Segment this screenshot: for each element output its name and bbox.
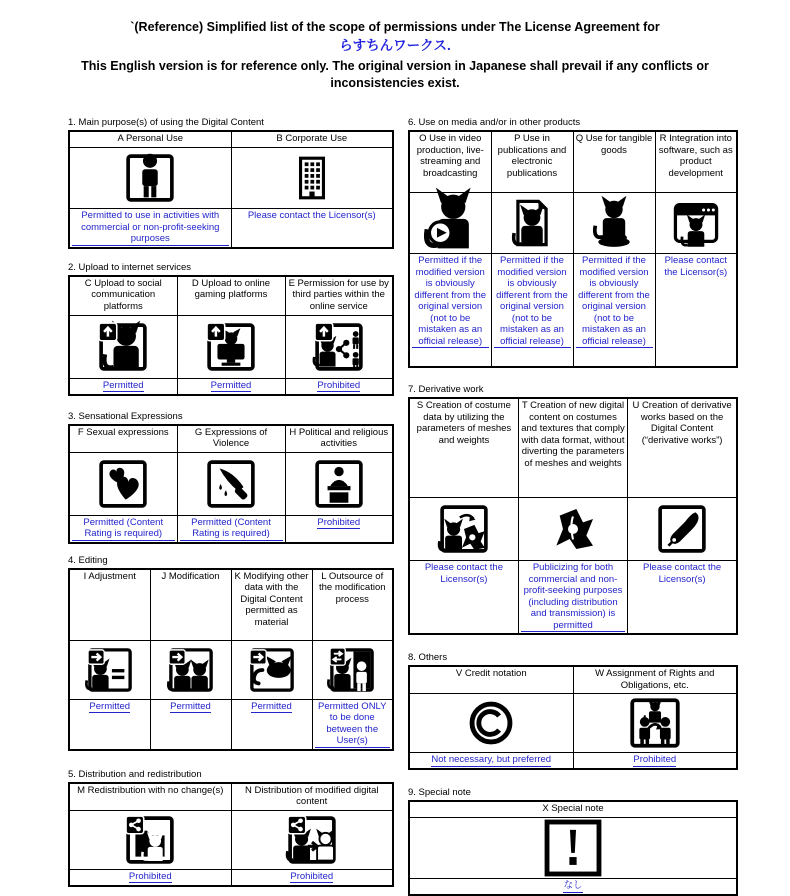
- cell-result-f: [69, 515, 177, 543]
- cell-icon-k: [231, 640, 312, 699]
- building-icon: [287, 153, 337, 203]
- pen-nib-icon: [657, 504, 707, 554]
- cell-icon-v: [409, 694, 573, 753]
- document-disclaimer: This English version is for reference only. The original version in Japanese shall prevail if any conflicts or inconsistencies exist.: [81, 59, 709, 90]
- result-link[interactable]: Permitted ONLY to be done between the User(s): [315, 701, 391, 748]
- result-link[interactable]: Permitted if the modified version is obviously different from the original version (not to be mistaken as an official release): [576, 255, 653, 348]
- cell-header-q: Q Use for tangible goods: [573, 131, 655, 193]
- cell-header-h: H Political and religious activities: [285, 425, 393, 453]
- upload-gaming-icon: [206, 322, 256, 372]
- knife-icon: [206, 459, 256, 509]
- material-icon: [249, 647, 295, 693]
- result-link[interactable]: Prohibited: [128, 870, 172, 882]
- result-link[interactable]: Permitted if the modified version is obviously different from the original version (not to be mistaken as an official release): [412, 255, 489, 348]
- table-sensational: [68, 424, 394, 544]
- exclamation-icon: [544, 819, 602, 877]
- cell-result-b: [231, 209, 393, 248]
- cell-icon-p: [491, 193, 573, 254]
- cell-header-c: C Upload to social communication platforms: [69, 276, 177, 316]
- document-title-line1: `(Reference) Simplified list of the scope of permissions under The License Agreement for: [130, 20, 660, 34]
- section-label-others: 8. Others: [408, 652, 448, 663]
- result-link[interactable]: Permitted: [251, 700, 292, 712]
- result-link[interactable]: Permitted if the modified version is obviously different from the original version (not to be mistaken as an official release): [494, 255, 571, 348]
- result-text: Please contact the Licensor(s): [247, 210, 376, 221]
- section-media: [408, 117, 738, 368]
- result-link[interactable]: Permitted: [210, 379, 252, 391]
- cell-header-d: D Upload to online gaming platforms: [177, 276, 285, 316]
- cell-icon-x: [409, 818, 737, 879]
- cell-icon-g: [177, 452, 285, 515]
- cell-icon-f: [69, 452, 177, 515]
- section-others: [408, 652, 738, 770]
- cell-result-m: [69, 869, 231, 886]
- section-label-special: 9. Special note: [408, 787, 471, 798]
- cell-icon-t: [518, 498, 627, 561]
- cell-result-l: [312, 699, 393, 750]
- rights-assignment-icon: [629, 697, 681, 749]
- cell-icon-b: [231, 148, 393, 209]
- copyright-icon: [465, 697, 517, 749]
- section-main-purpose: [68, 117, 394, 249]
- person-icon: [125, 153, 175, 203]
- section-derivative: [408, 384, 738, 635]
- table-distribution: [68, 782, 394, 887]
- table-special: [408, 800, 738, 896]
- table-media: [408, 130, 738, 368]
- distribution-modified-icon: [287, 815, 337, 865]
- cell-header-o: O Use in video production, live-streaming and broadcasting: [409, 131, 491, 193]
- cell-icon-e: [285, 315, 393, 378]
- cell-result-q: [573, 254, 655, 368]
- document-header: [0, 0, 790, 91]
- redistribution-icon: [125, 815, 175, 865]
- section-sensational: [68, 411, 394, 544]
- section-label-main-purpose: 1. Main purpose(s) of using the Digital Content: [68, 117, 264, 128]
- adjustment-icon: [87, 647, 133, 693]
- cell-result-o: [409, 254, 491, 368]
- result-link[interactable]: Not necessary, but preferred: [431, 754, 552, 765]
- cell-result-t: [518, 561, 627, 635]
- cell-result-v: [409, 753, 573, 770]
- cell-header-m: M Redistribution with no change(s): [69, 783, 231, 811]
- cell-icon-q: [573, 193, 655, 254]
- cell-icon-r: [655, 193, 737, 254]
- cell-header-t: T Creation of new digital content on costumes and textures that comply with data format, without diverting the parameters of meshes and weights: [518, 398, 627, 498]
- cell-result-x: [409, 879, 737, 896]
- cell-result-c: [69, 378, 177, 395]
- cell-result-g: [177, 515, 285, 543]
- right-column: [408, 112, 738, 896]
- cell-result-s: [409, 561, 518, 635]
- cell-header-l: L Outsource of the modification process: [312, 569, 393, 641]
- section-label-distribution: 5. Distribution and redistribution: [68, 768, 202, 780]
- cell-header-i: I Adjustment: [69, 569, 150, 641]
- result-text: Please contact the Licensor(s): [664, 255, 728, 278]
- costume-new-icon: [548, 504, 598, 554]
- software-icon: [670, 197, 722, 249]
- upload-social-icon: [98, 322, 148, 372]
- result-link[interactable]: なし: [563, 880, 583, 891]
- cell-header-f: F Sexual expressions: [69, 425, 177, 453]
- cell-header-b: B Corporate Use: [231, 131, 393, 148]
- cell-header-v: V Credit notation: [409, 666, 573, 694]
- tangible-goods-icon: [588, 197, 640, 249]
- result-link[interactable]: Prohibited: [633, 754, 677, 765]
- cell-header-s: S Creation of costume data by utilizing the parameters of meshes and weights: [409, 398, 518, 498]
- third-party-share-icon: [314, 322, 364, 372]
- section-label-media: 6. Use on media and/or in other products: [408, 117, 581, 128]
- result-text: Please contact the Licensor(s): [424, 562, 503, 585]
- work-name-link[interactable]: らすちんワークス.: [339, 38, 451, 53]
- cell-icon-m: [69, 810, 231, 869]
- cell-header-j: J Modification: [150, 569, 231, 641]
- section-label-editing: 4. Editing: [68, 554, 108, 566]
- cell-header-x: X Special note: [409, 801, 737, 818]
- result-link[interactable]: Permitted (Content Rating is required): [72, 517, 175, 541]
- table-others: [408, 665, 738, 770]
- cell-header-a: A Personal Use: [69, 131, 231, 148]
- table-derivative: [408, 397, 738, 635]
- result-link[interactable]: Permitted: [170, 700, 211, 712]
- cell-result-w: [573, 753, 737, 770]
- cell-header-p: P Use in publications and electronic publications: [491, 131, 573, 193]
- video-icon: [424, 197, 476, 249]
- result-text: Please contact the Licensor(s): [642, 562, 722, 585]
- result-link[interactable]: Permitted (Content Rating is required): [180, 517, 283, 541]
- cell-result-j: [150, 699, 231, 750]
- cell-icon-s: [409, 498, 518, 561]
- section-editing: [68, 555, 394, 751]
- result-link[interactable]: Prohibited: [317, 379, 361, 391]
- cell-icon-l: [312, 640, 393, 699]
- section-distribution: [68, 769, 394, 887]
- table-editing: [68, 568, 394, 751]
- cell-icon-u: [628, 498, 737, 561]
- cell-result-k: [231, 699, 312, 750]
- cell-icon-i: [69, 640, 150, 699]
- result-link[interactable]: Permitted to use in activities with commercial or non-profit-seeking purposes: [72, 210, 229, 246]
- result-link[interactable]: Prohibited: [317, 516, 361, 528]
- cell-icon-d: [177, 315, 285, 378]
- cell-icon-o: [409, 193, 491, 254]
- section-label-derivative: 7. Derivative work: [408, 384, 484, 395]
- cell-icon-c: [69, 315, 177, 378]
- result-link[interactable]: Permitted: [89, 700, 131, 712]
- table-upload: [68, 275, 394, 396]
- result-link[interactable]: Publicizing for both commercial and non-profit-seeking purposes (including distribution and transmission) is permitted: [521, 562, 625, 632]
- cell-result-n: [231, 869, 393, 886]
- section-label-sensational: 3. Sensational Expressions: [68, 410, 183, 422]
- section-special: [408, 787, 738, 896]
- cell-result-a: [69, 209, 231, 248]
- hearts-icon: [98, 459, 148, 509]
- cell-header-w: W Assignment of Rights and Obligations, etc.: [573, 666, 737, 694]
- cell-header-k: K Modifying other data with the Digital Content permitted as material: [231, 569, 312, 641]
- cell-header-n: N Distribution of modified digital content: [231, 783, 393, 811]
- cell-result-e: [285, 378, 393, 395]
- cell-icon-a: [69, 148, 231, 209]
- left-column: [68, 112, 394, 887]
- cell-header-r: R Integration into software, such as product development: [655, 131, 737, 193]
- section-upload: [68, 262, 394, 396]
- outsource-icon: [329, 647, 375, 693]
- table-main-purpose: [68, 130, 394, 249]
- cell-header-e: E Permission for use by third parties within the online service: [285, 276, 393, 316]
- result-link[interactable]: Prohibited: [290, 870, 334, 882]
- cell-icon-h: [285, 452, 393, 515]
- section-label-upload: 2. Upload to internet services: [68, 261, 192, 273]
- cell-icon-j: [150, 640, 231, 699]
- cell-result-h: [285, 515, 393, 543]
- cell-header-g: G Expressions of Violence: [177, 425, 285, 453]
- podium-icon: [314, 459, 364, 509]
- cell-icon-n: [231, 810, 393, 869]
- cell-result-i: [69, 699, 150, 750]
- result-link[interactable]: Permitted: [102, 379, 144, 391]
- cell-result-r: [655, 254, 737, 368]
- modification-icon: [168, 647, 214, 693]
- costume-params-icon: [439, 504, 489, 554]
- cell-result-d: [177, 378, 285, 395]
- cell-result-p: [491, 254, 573, 368]
- cell-icon-w: [573, 694, 737, 753]
- publication-icon: [506, 197, 558, 249]
- cell-result-u: [628, 561, 737, 635]
- cell-header-u: U Creation of derivative works based on the Digital Content (“derivative works”): [628, 398, 737, 498]
